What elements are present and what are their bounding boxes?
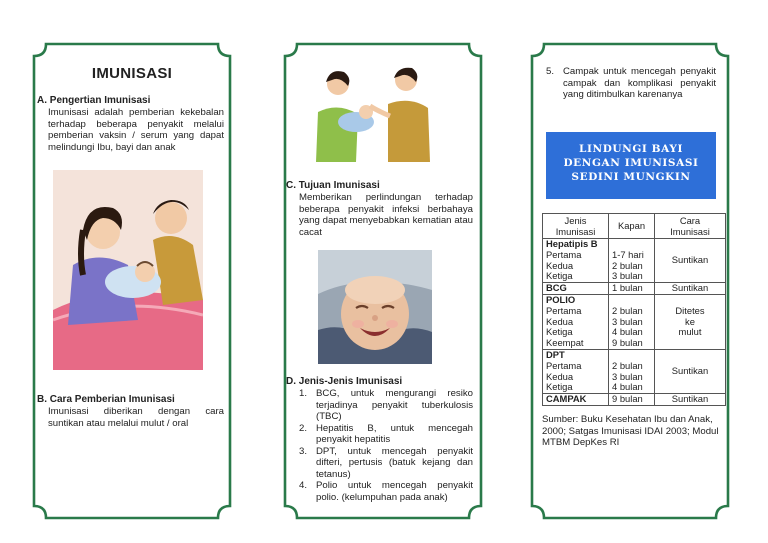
campak-list (546, 66, 716, 101)
panel-jadwal (530, 42, 730, 520)
jenis-imunisasi-list (299, 388, 473, 503)
text-cara-pemberian: Imunisasi diberikan dengan cara suntikan atau melalui mulut / oral (48, 406, 224, 429)
brochure-title: IMUNISASI (91, 65, 173, 82)
heading-tujuan: C. Tujuan Imunisasi (286, 180, 380, 191)
table-row: Hepatipis B Pertama Kedua Ketiga 1-7 hari 2 bulan 3 bulan Suntikan (543, 239, 726, 283)
jadwal-imunisasi-table (542, 213, 726, 406)
mother-baby-illustration (53, 170, 203, 370)
table-header-row (543, 214, 726, 239)
heading-jenis: D. Jenis-Jenis Imunisasi (286, 376, 403, 387)
table-row: POLIO Pertama Kedua Ketiga Keempat 2 bulan 3 bulan 4 bulan 9 bulan Ditetes ke mulut (543, 294, 726, 349)
source-note: Sumber: Buku Kesehatan Ibu dan Anak, 2000; Satgas Imunisasi IDAI 2003; Modul MTBM DepKes RI (542, 414, 719, 448)
heading-cara-pemberian: B. Cara Pemberian Imunisasi (37, 394, 175, 405)
lindungi-bayi-banner: LINDUNGI BAYI DENGAN IMUNISASI SEDINI MUNGKIN (546, 132, 716, 199)
col-header-kapan: Kapan (609, 214, 655, 239)
text-tujuan: Memberikan perlindungan terhadap beberapa penyakit infeksi berbahaya yang dapat menyebabkan kematian atau cacat (299, 192, 473, 238)
health-worker-illustration (310, 62, 446, 162)
panel-pengertian (32, 42, 232, 520)
col-header-cara: Cara Imunisasi (655, 214, 726, 239)
heading-pengertian: A. Pengertian Imunisasi (37, 95, 151, 106)
list-item: 1. BCG, untuk mengurangi resiko terjadinya penyakit tuberkulosis (TBC) (299, 388, 473, 422)
list-item: 2. Hepatitis B, untuk mencegah penyakit hepatitis (299, 422, 473, 445)
panel-tujuan-jenis (283, 42, 483, 520)
text-pengertian: Imunisasi adalah pemberian kekebalan terhadap beberapa penyakit melalui pemberian vaksin / serum yang dapat melindungi Ibu, bayi dan anak (48, 107, 224, 153)
list-item: 4. Polio untuk mencegah penyakit polio. (kelumpuhan pada anak) (299, 480, 473, 503)
smiling-baby-photo (318, 250, 432, 364)
table-row: CAMPAK 9 bulan Suntikan (543, 394, 726, 406)
list-item: 3. DPT, untuk mencegah penyakit difteri, pertusis (batuk kejang dan tetanus) (299, 445, 473, 480)
table-row: DPT Pertama Kedua Ketiga 2 bulan 3 bulan 4 bulan Suntikan (543, 349, 726, 393)
col-header-jenis: Jenis Imunisasi (543, 214, 609, 239)
list-item: 5. Campak untuk mencegah penyakit campak dan komplikasi penyakit yang ditimbulkan karenanya (546, 66, 716, 100)
table-row: BCG 1 bulan Suntikan (543, 283, 726, 295)
